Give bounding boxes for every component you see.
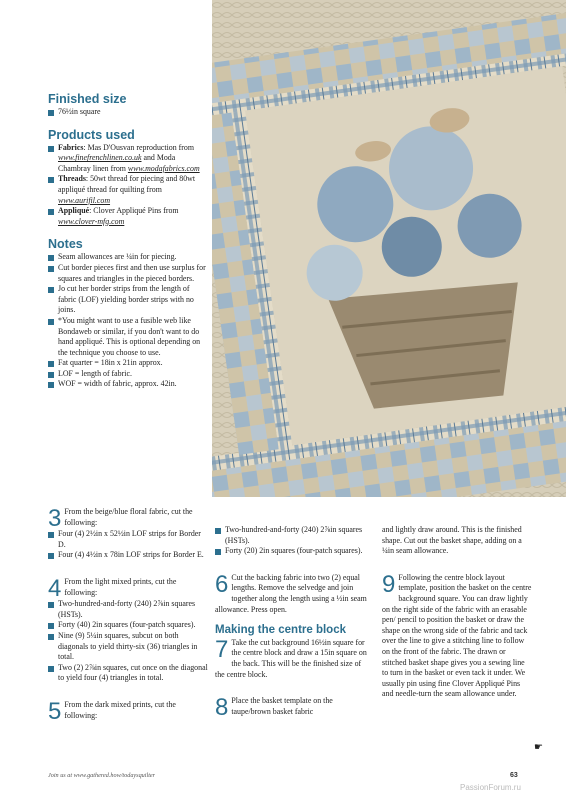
continue-arrow-icon: ☛: [534, 742, 543, 753]
step-number: 5: [48, 697, 62, 725]
step-text: From the beige/blue floral fabric, cut the following:: [64, 507, 193, 527]
step-number: 7: [215, 635, 229, 663]
product-label: Appliqué: [58, 206, 90, 216]
column-2: [215, 507, 367, 722]
product-text: : 50wt thread for piecing and 80wt appliqué thread for quilting from: [58, 174, 196, 194]
cut-list: [215, 525, 367, 557]
step-number: 6: [215, 570, 229, 598]
list-item: Nine (9) 5¼in squares, subcut on both diagonals to yield thirty-six (36) triangles in total.: [48, 631, 208, 663]
list-item: Seam allowances are ¼in for piecing.: [48, 252, 206, 263]
step-9: [382, 570, 532, 700]
footer-text: Join us at www.gathered.how/todaysquilter: [48, 772, 156, 779]
list-item: LOF = length of fabric.: [48, 369, 206, 380]
list-item: WOF = width of fabric, approx. 42in.: [48, 379, 206, 390]
list-item: Two (2) 2⅞in squares, cut once on the diagonal to yield four (4) triangles in total.: [48, 663, 208, 684]
step-6: [215, 570, 367, 615]
step-text: Place the basket template on the taupe/brown basket fabric: [231, 696, 333, 716]
list-item: Four (4) 4½in x 78in LOF strips for Border E.: [48, 550, 208, 561]
watermark: PassionForum.ru: [460, 783, 521, 792]
list-item: Four (4) 2½in x 52½in LOF strips for Border D.: [48, 529, 208, 550]
notes-heading: Notes: [48, 237, 83, 252]
product-text: : Mas D'Ousvan reproduction from: [83, 142, 194, 152]
product-link[interactable]: www.modafabrics.com: [127, 163, 200, 173]
step-number: 4: [48, 574, 62, 602]
step-4: [48, 574, 208, 684]
section-heading: Making the centre block: [215, 624, 347, 637]
step-text: From the dark mixed prints, cut the following:: [64, 699, 176, 720]
step-5: [48, 697, 208, 725]
list-item: Fat quarter = 18in x 21in approx.: [48, 358, 206, 369]
step-8: [215, 694, 367, 722]
list-item: *You might want to use a fusible web like Bondaweb or similar, if you don't want to do hand appliqué. This is optional depending on the technique you choose to use.: [48, 316, 206, 358]
product-link[interactable]: www.clover-mfg.com: [58, 216, 125, 226]
step-text: Take the cut background 16½in square for the centre block and draw a 15in square on the back. This will be the finished size of the centre block.: [215, 637, 367, 679]
notes-list: [48, 252, 206, 390]
step-number: 9: [382, 570, 396, 598]
product-text: : Clover Appliqué Pins from: [89, 206, 179, 216]
list-item: Cut border pieces first and then use surplus for squares and triangles in the pieced borders.: [48, 263, 206, 284]
quilt-photo: [212, 0, 566, 497]
step-text: Following the centre block layout template, position the basket on the centre background square. You can draw lightly on the right side of the fabric with an erasable pen/ pencil to position the basket or draw the shape on the wrong side of the fabric and tack over the line to give a stitching line to follow on the front of the fabric. The drawn or stitched basket shape gives you a sewing line to turn in the basket or even tack it under. We usually pin using fine Clover Appliqué Pins and needle-turn the seam allowance under.: [382, 572, 532, 699]
step-8-continued: and lightly draw around. This is the finished shape. Cut out the basket shape, adding on a ¼in seam allowance.: [382, 525, 522, 556]
list-item: Two-hundred-and-forty (240) 2⅞in squares (HSTs).: [48, 599, 208, 620]
product-link[interactable]: www.finefrenchlinen.co.uk: [58, 153, 142, 163]
list-item: 76½in square: [48, 107, 206, 118]
product-label: Fabrics: [58, 142, 84, 152]
product-label: Threads: [58, 174, 86, 184]
cut-list: [48, 599, 208, 684]
step-7: [215, 635, 367, 680]
list-item: [48, 206, 206, 227]
column-1: [48, 505, 208, 725]
list-item: [48, 174, 206, 206]
step-text: From the light mixed prints, cut the following:: [64, 576, 177, 597]
products-list: [48, 143, 206, 228]
cut-list: [48, 529, 208, 561]
product-link[interactable]: www.aurifil.com: [58, 195, 111, 205]
list-item: [48, 143, 206, 175]
finished-size-heading: Finished size: [48, 92, 127, 106]
step-3: [48, 507, 208, 561]
step-number: 3: [48, 505, 62, 532]
step-text: Cut the backing fabric into two (2) equal lengths. Remove the selvedge and join together along the length using a ½in seam allowance. Press open.: [215, 572, 367, 614]
step-number: 8: [215, 694, 229, 722]
list-item: Jo cut her border strips from the length of fabric (LOF) yielding border strips with no joins.: [48, 284, 206, 316]
list-item: Two-hundred-and-forty (240) 2⅞in squares (HSTs).: [215, 525, 367, 546]
page-number: 63: [510, 772, 518, 779]
finished-size-list: [48, 107, 206, 118]
list-item: Forty (20) 2in squares (four-patch squares).: [215, 546, 367, 557]
product-text: and Moda Chambray linen from: [58, 153, 176, 173]
list-item: Forty (40) 2in squares (four-patch squares).: [48, 620, 208, 631]
products-heading: Products used: [48, 127, 135, 142]
column-3: [382, 507, 532, 700]
sidebar: [48, 92, 206, 390]
